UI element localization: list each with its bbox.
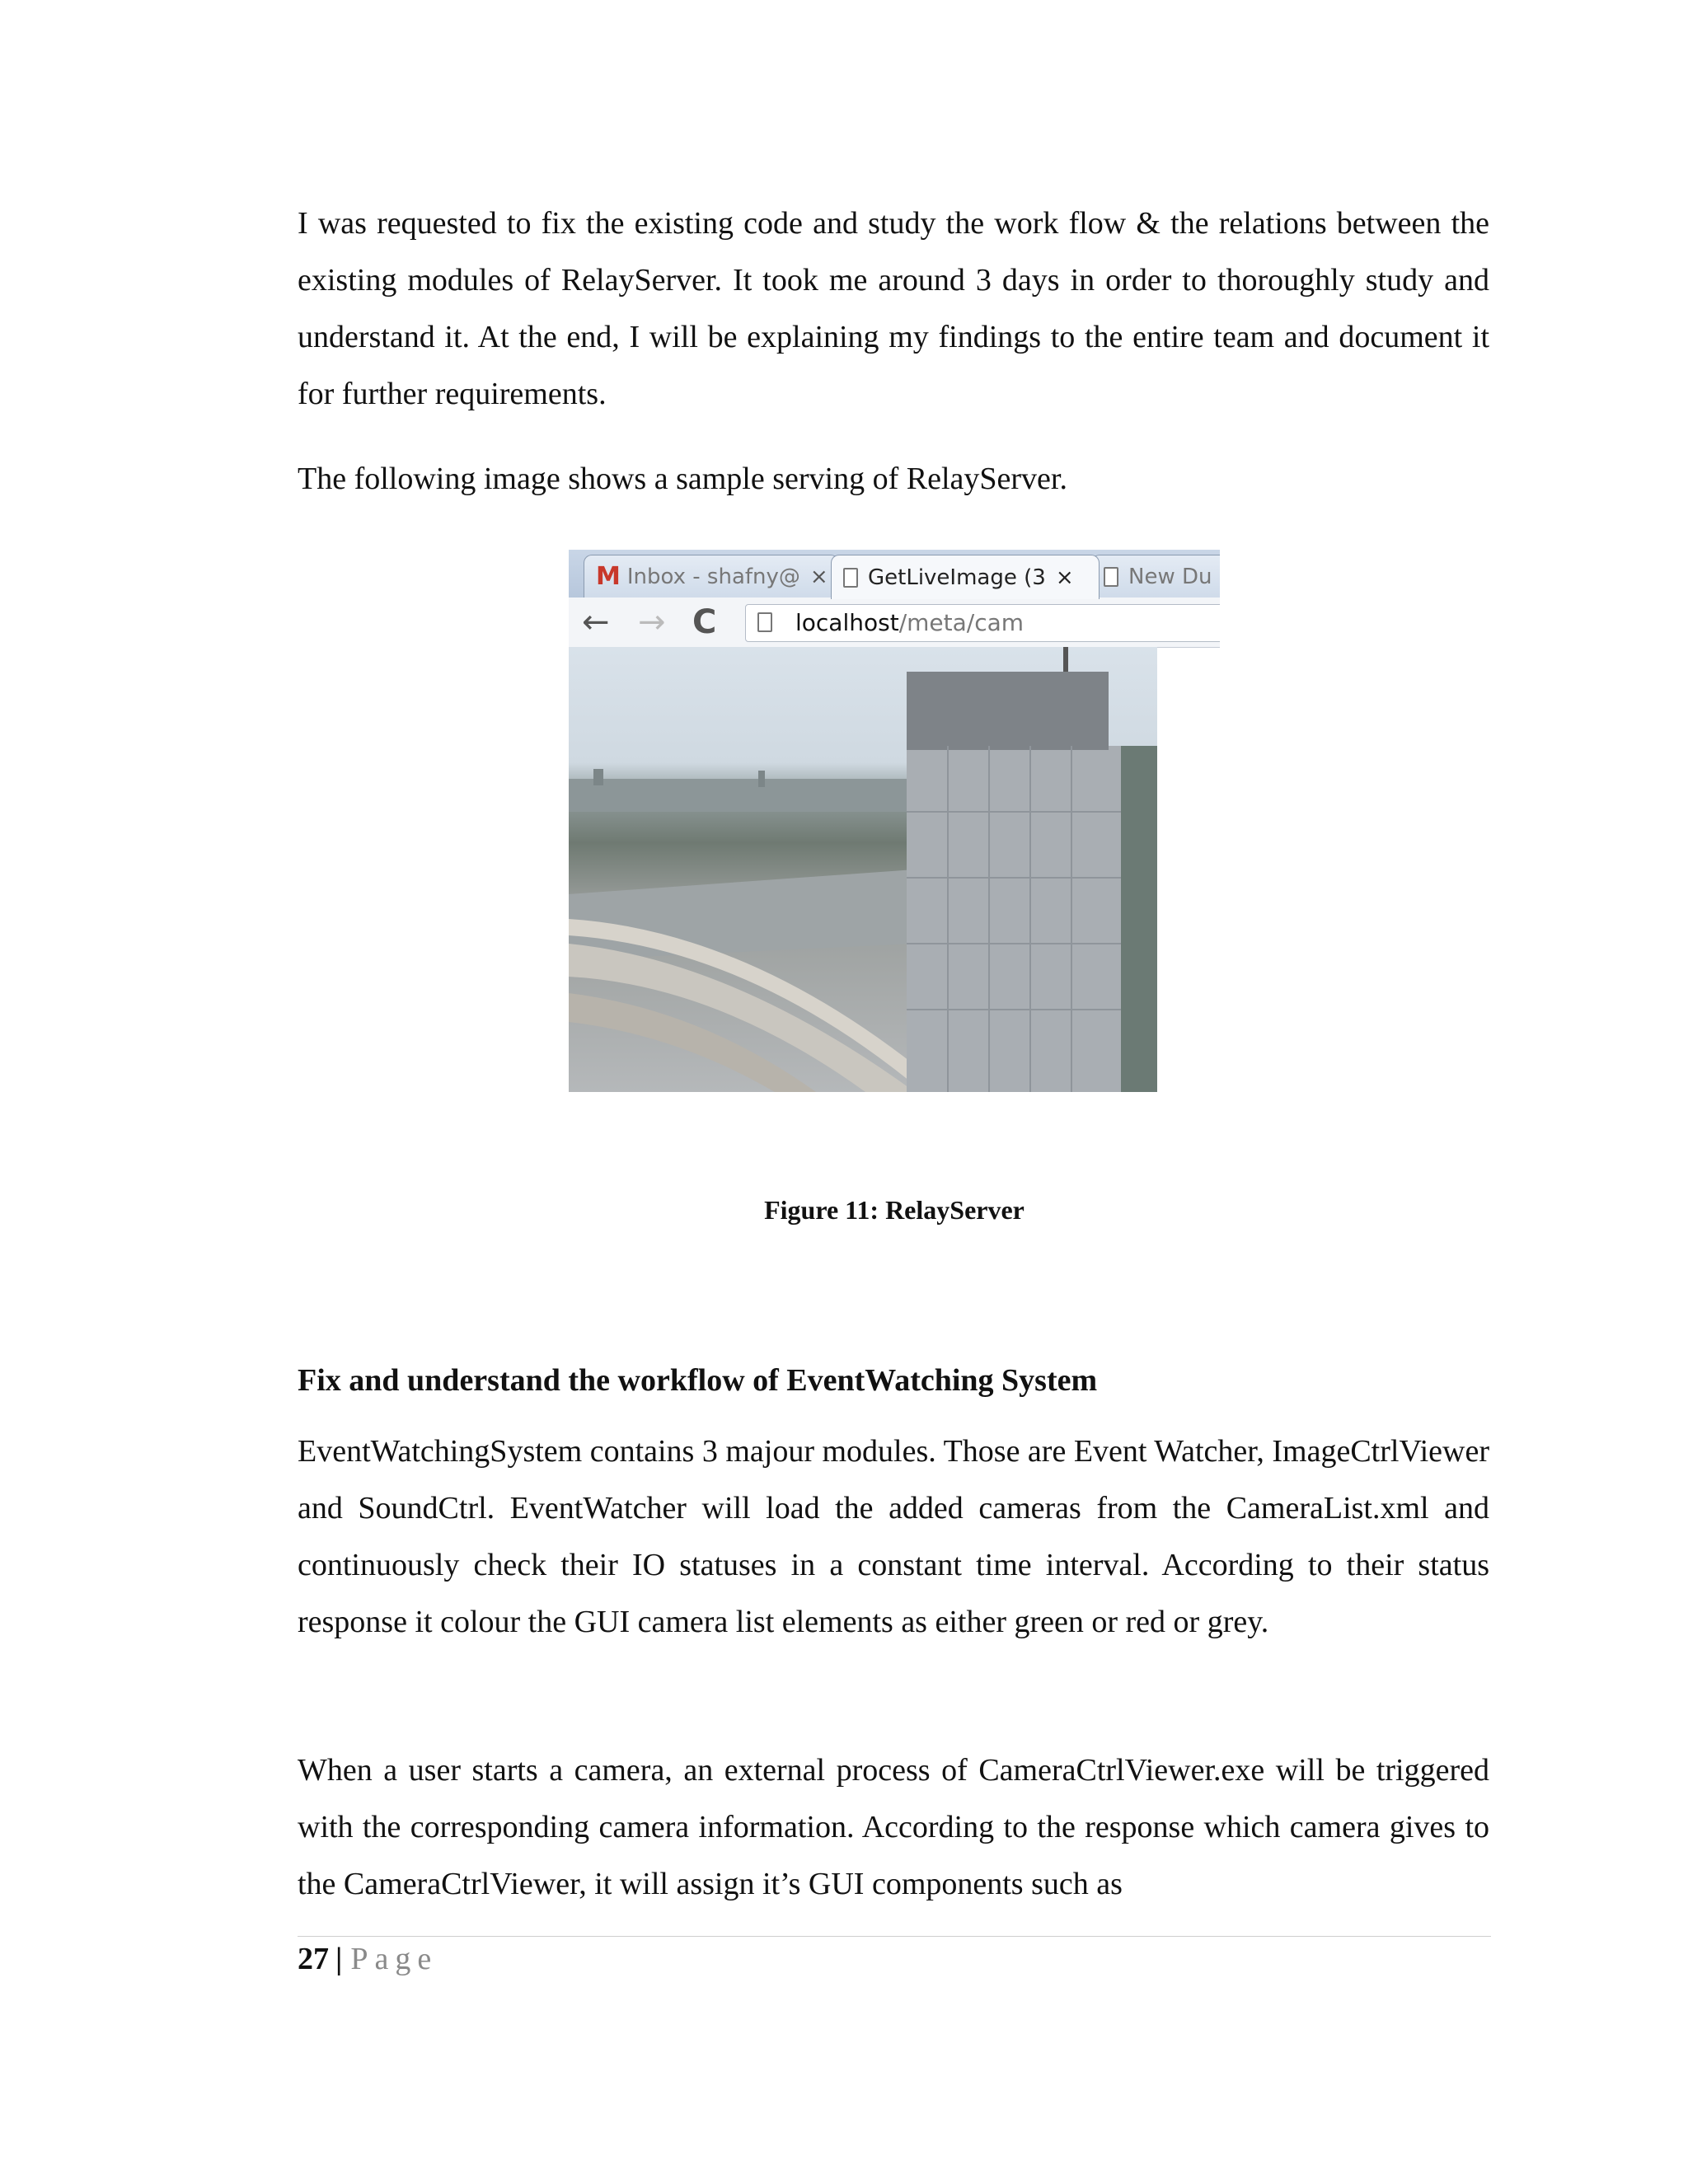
distant-tower	[758, 771, 765, 787]
url-path: /meta/cam	[898, 609, 1025, 636]
camera-scene	[569, 647, 1157, 1092]
antenna	[1063, 647, 1068, 672]
glass-building	[1121, 746, 1157, 1092]
page-icon	[757, 612, 772, 632]
tab-label: Inbox - shafny@	[626, 564, 800, 589]
figure-caption: Figure 11: RelayServer	[764, 1195, 1025, 1225]
figure-browser-screenshot	[569, 550, 1220, 1105]
paragraph-intro: I was requested to fix the existing code and study the work flow & the relations between the existing modules of RelayServer. It took me around 3 days in order to thoroughly study and understand it. At the end, I will be explaining my findings to the entire team and document it for further requirements.	[298, 206, 1489, 411]
footer-separator: |	[335, 1942, 343, 1976]
station-roof	[569, 869, 915, 960]
tab-label: New Du	[1128, 564, 1212, 589]
tab-getliveimage[interactable]	[831, 555, 1100, 599]
paragraph-eventwatching: EventWatchingSystem contains 3 majour modules. Those are Event Watcher, ImageCtrlViewer and SoundCtrl. EventWatcher will load the added cameras from the CameraList.xml and continuously check their IO statuses in a constant time interval. According to their status response it colour the GUI camera list elements as either green or red or grey.	[298, 1434, 1489, 1639]
page-footer	[298, 1941, 438, 1977]
url-host: localhost	[795, 609, 899, 636]
page-label: Page	[350, 1942, 438, 1976]
monorail-track	[569, 993, 816, 1092]
gmail-icon: M	[596, 562, 621, 591]
close-icon[interactable]: ×	[809, 564, 828, 589]
building-facade	[907, 746, 1121, 1092]
section-heading: Fix and understand the workflow of EventWatching System	[298, 1363, 1098, 1398]
browser-toolbar	[569, 598, 1220, 648]
page-number: 27	[298, 1942, 329, 1976]
page-icon	[843, 568, 858, 588]
paragraph-camera-start: When a user starts a camera, an external process of CameraCtrlViewer.exe will be triggered with the corresponding camera information. According to the response which camera gives to the CameraCtrlViewer, it will assign it’s GUI components such as	[298, 1753, 1489, 1901]
back-icon[interactable]: ←	[582, 603, 610, 641]
page-icon	[1104, 567, 1118, 587]
address-bar[interactable]	[745, 604, 1220, 642]
tab-label: GetLiveImage (3	[868, 565, 1046, 590]
reload-icon[interactable]: C	[692, 603, 717, 641]
building-top	[907, 672, 1109, 750]
distant-buildings	[569, 779, 915, 812]
footer-divider	[298, 1936, 1491, 1937]
tab-inbox[interactable]	[584, 555, 839, 598]
camera-image	[569, 647, 1157, 1092]
distant-tower	[593, 769, 603, 785]
tab-new[interactable]	[1091, 555, 1220, 598]
forward-icon[interactable]: →	[638, 603, 666, 641]
browser-tab-bar	[569, 550, 1220, 598]
paragraph-figure-intro: The following image shows a sample serving of RelayServer.	[298, 462, 1067, 496]
close-icon[interactable]: ×	[1055, 565, 1074, 590]
